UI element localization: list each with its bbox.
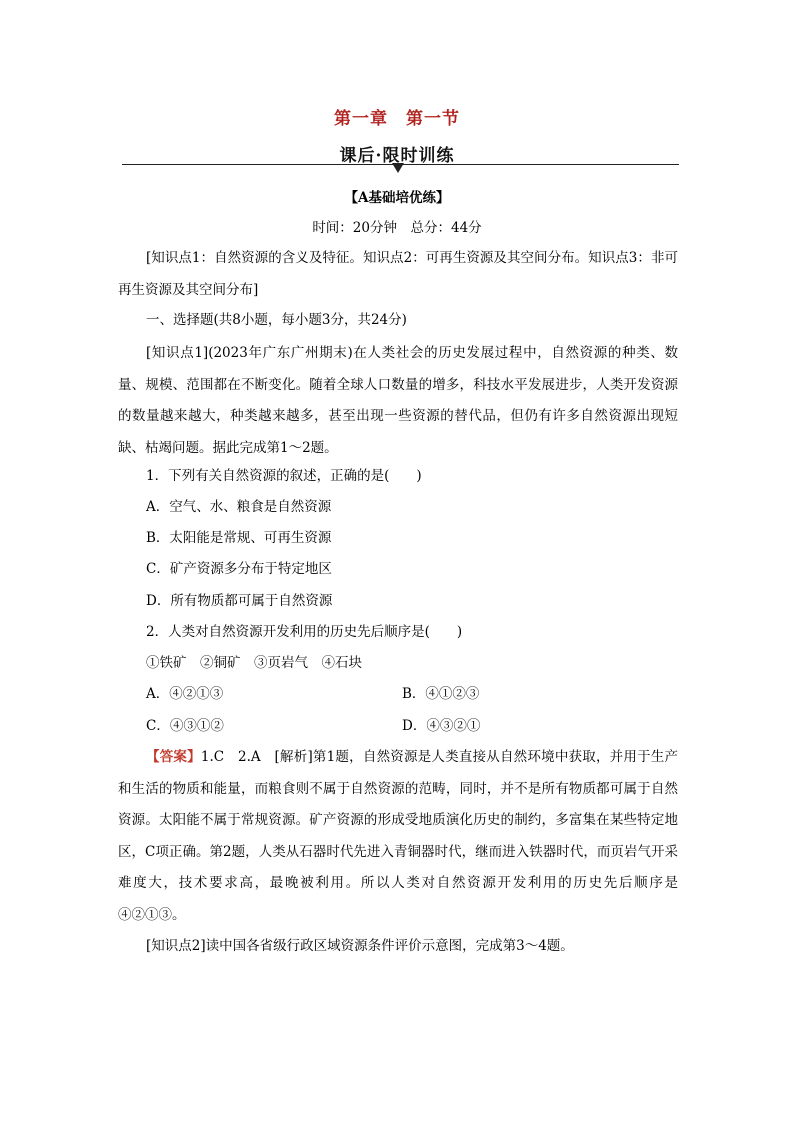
material-paragraph-2: [知识点2]读中国各省级行政区域资源条件评价示意图，完成第3～4题。 [146, 938, 574, 954]
question-1-option-d: D．所有物质都可属于自然资源 [146, 593, 333, 609]
time-info: 时间：20分钟 总分：44分 [312, 220, 482, 236]
question-2-items: ①铁矿 ②铜矿 ③页岩气 ④石块 [146, 655, 362, 671]
question-1-option-b: B．太阳能是常规、可再生资源 [146, 530, 332, 546]
question-2-option-a: A．④②①③ [146, 686, 224, 702]
question-1-option-a: A．空气、水、粮食是自然资源 [146, 499, 332, 515]
question-2-stem: 2．人类对自然资源开发利用的历史先后顺序是( ) [146, 624, 463, 640]
section-heading: 一、选择题(共8小题，每小题3分，共24分) [146, 312, 407, 328]
knowledge-points: [知识点1：自然资源的含义及特征。知识点2：可再生资源及其空间分布。知识点3：非可再生资源及其空间分布] [118, 250, 678, 298]
answer-label: 【答案】 [146, 749, 201, 765]
question-1-option-c: C．矿产资源多分布于特定地区 [146, 561, 332, 577]
section-title: 课后·限时训练 [339, 146, 455, 166]
question-2-option-b: B．④①②③ [402, 686, 480, 702]
question-2-option-d: D．④③②① [402, 718, 481, 734]
chapter-title: 第一章 第一节 [334, 109, 460, 129]
question-1-stem: 1．下列有关自然资源的叙述，正确的是( ) [146, 468, 422, 484]
material-paragraph-1: [知识点1](2023年广东广州期末)在人类社会的历史发展过程中，自然资源的种类、数量、规模、范围都在不断变化。随着全球人口数量的增多，科技水平发展进步，人类开发资源的数量越来越大，种类越来越多，甚至出现一些资源的替代品，但仍有许多自然资源出现短缺、枯竭问题。据此完成第1～2题。 [118, 345, 678, 456]
answer-paragraph [118, 742, 678, 931]
down-arrow-icon [392, 163, 404, 173]
answer-text: 1.C 2.A [解析]第1题，自然资源是人类直接从自然环境中获取，并用于生产和生活的物质和能量，而粮食则不属于自然资源的范畴，同时，并不是所有物质都可属于自然资源。太阳能不属于常规资源。矿产资源的形成受地质演化历史的制约，多富集在某些特定地区，C项正确。第2题，人类从石器时代先进入青铜器时代，继而进入铁器时代，而页岩气开采难度大，技术要求高，最晚被利用。所以人类对自然资源开发利用的历史先后顺序是④②①③。 [118, 749, 679, 923]
level-title: 【A基础培优练】 [344, 190, 450, 206]
question-2-option-c: C．④③①② [146, 718, 224, 734]
